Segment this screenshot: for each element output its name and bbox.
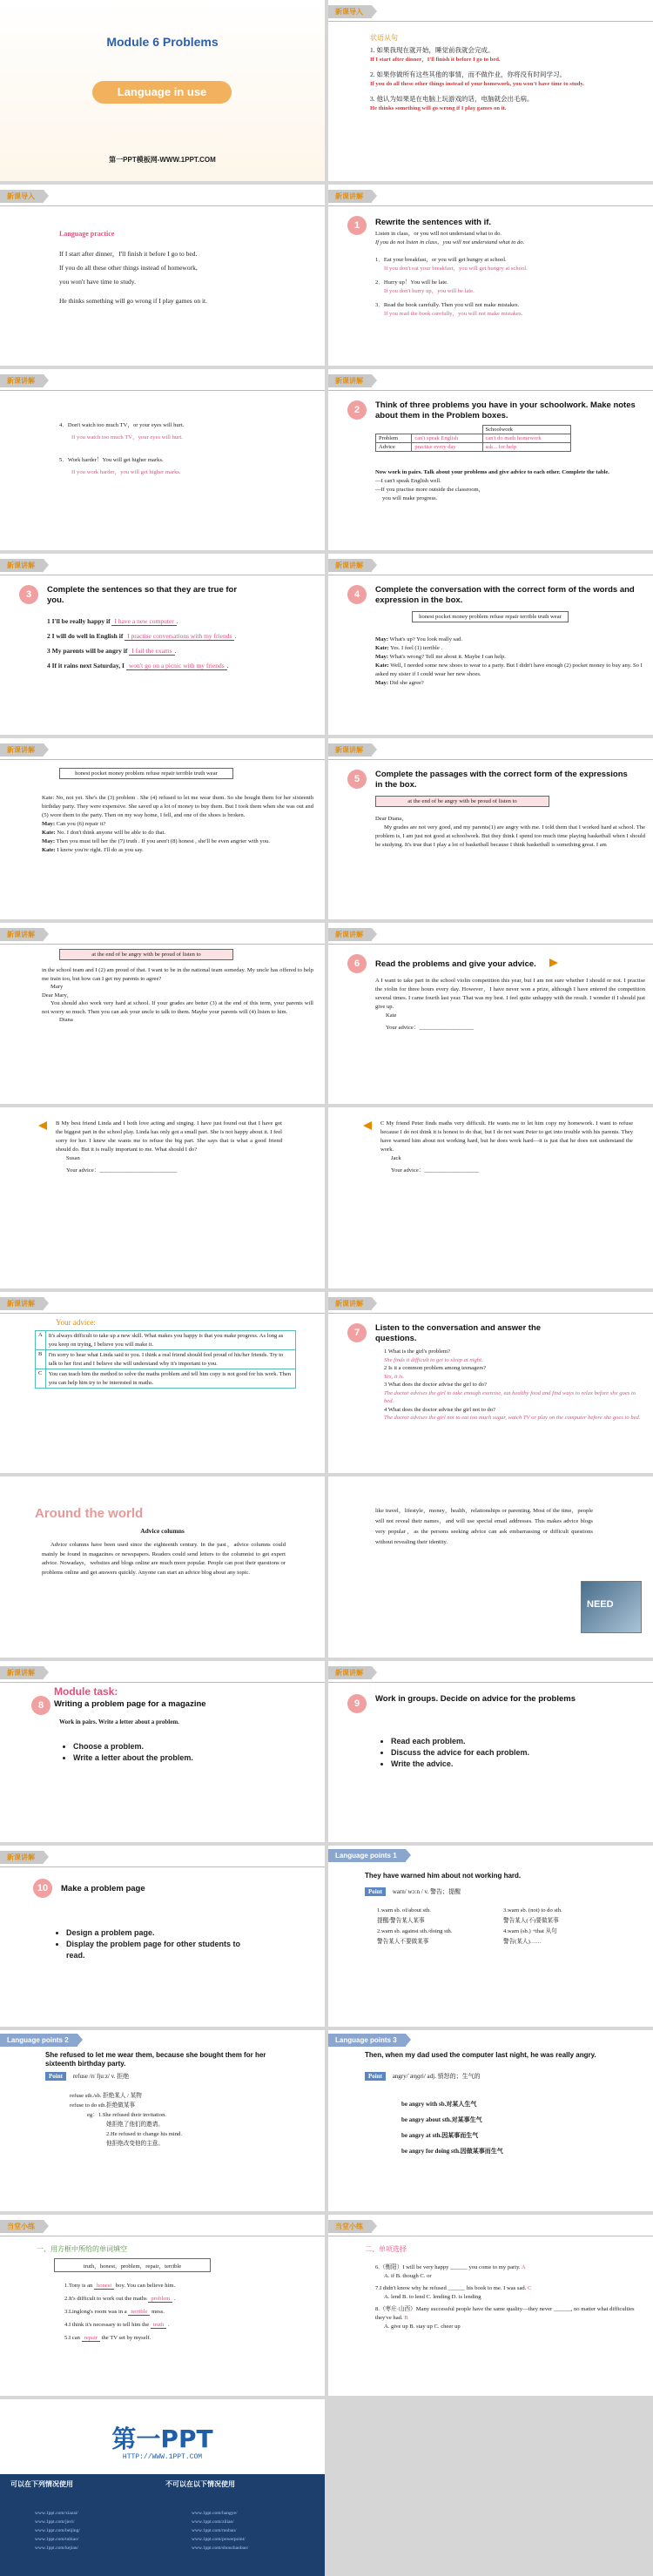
lp-title: She refused to let me wear them, because she bought them for her sixteenth birthday party.: [45, 2051, 266, 2068]
exercise-heading: Make a problem page: [61, 1884, 145, 1893]
link[interactable]: www.1ppt.com/shouchaobao/: [192, 2546, 249, 2551]
link[interactable]: www.1ppt.com/beijing/: [35, 2528, 80, 2533]
problem-text: B My best friend Linda and I both love acting and singing. I have just found out that I have got the biggest part in the school play. Linda has only got a small part. She is not happy about it. I feel sorry for her. I knew she wants me to refuse the big part. She says that is what a good friend should do. But it is really important to me. What should I do?: [56, 1120, 282, 1153]
exercise-number: 9: [347, 1694, 367, 1713]
section-tag: 新课导入: [328, 5, 372, 18]
lp-line: 他拒绝改变他的主意。: [106, 2141, 164, 2147]
advice-line[interactable]: Your advice：___________________________: [66, 1167, 178, 1174]
section-tag: Language points 2: [0, 2034, 77, 2047]
slide-ex5-cont: [0, 923, 325, 1104]
task-bullet: • Design a problem page.: [66, 1927, 246, 1939]
link[interactable]: www.1ppt.com/moban/: [192, 2528, 237, 2533]
slide-ex2: [328, 369, 653, 550]
point-label: Point: [365, 1887, 386, 1896]
pointer-icon: [38, 1121, 47, 1130]
slide-ex5: [328, 738, 653, 919]
slide-lp1: [328, 1846, 653, 2027]
dialog-line: Kate: Yes. I feel (1) terrible .: [375, 645, 443, 651]
exercise-number: 10: [33, 1879, 52, 1898]
pointer-icon: [363, 1121, 372, 1130]
question: 4．Don't watch too much TV，or your eyes will hurt.: [59, 422, 185, 428]
exercise-number: 1: [347, 216, 367, 235]
intro-item: 3. 他认为如果是在电脑上玩游戏的话，电脑就会出毛病。 He thinks something will go wrong if I play games on it.: [370, 95, 534, 111]
dialog-line: May: Then you must tell her the (7) truth . If you aren't (8) honest , she'll be even angrier with you.: [42, 838, 270, 844]
point-text: angry/ˈæŋɡri/ adj. 愤怒的；生气的: [392, 2073, 481, 2080]
answer: The doctor advises the girl to take enough exercise, eat healthy food and find ways to relax before she goes to bed.: [384, 1389, 636, 1404]
section-tag: 新课讲解: [0, 559, 44, 572]
section-tag: 当堂小练: [328, 2220, 372, 2233]
grid-cell: 2.warn sb. against sth./doing sth.: [377, 1928, 453, 1934]
salutation: Dear Mary，: [42, 992, 73, 999]
section-tag: Language points 3: [328, 2034, 406, 2047]
practice-line: you won't have time to study.: [59, 278, 136, 286]
answer: If you watch too much TV，your eyes will hurt.: [71, 434, 183, 441]
lp-line: be angry about sth.对某事生气: [401, 2116, 482, 2123]
pointer-icon: [549, 958, 558, 967]
example-text: Listen in class，or you will not understand what to do.: [375, 231, 502, 237]
signature: Diana: [59, 1017, 73, 1023]
problem-text: C My friend Peter finds maths very difficult. He wants me to let him copy my homework. I want to refuse because I do not think it is honest to do that, but I do not want Peter to get into trouble with his parents. They have warned him about not working hard, but he does work hard—it is just that he does not understand the work.: [380, 1120, 633, 1153]
link[interactable]: www.1ppt.com/ziliao/: [192, 2519, 234, 2525]
signature: Kate: [386, 1012, 397, 1019]
dialog-line: Kate: No. I don't think anyone will be able to do that.: [42, 830, 166, 836]
lp-line: eg：1.She refused their invitation.: [87, 2112, 167, 2118]
advice-line[interactable]: Your advice：___________________: [391, 1167, 479, 1174]
practice-line: He thinks something will go wrong if I play games on it.: [59, 297, 207, 305]
link[interactable]: www.1ppt.com/powerpoint/: [192, 2537, 246, 2542]
practice-title: Language practice: [59, 230, 115, 238]
brand-text: 第一PPT模板网-WWW.1PPT.COM: [109, 156, 216, 164]
section-tag: 新课讲解: [0, 1851, 44, 1864]
section-tag: 新课讲解: [0, 1666, 44, 1679]
question: 2 Is it a common problem among teenagers?: [384, 1365, 487, 1371]
exercise-number: 8: [31, 1696, 50, 1715]
link[interactable]: www.1ppt.com/xiazai/: [35, 2511, 78, 2516]
section-title: Around the world: [35, 1506, 144, 1521]
exercise-number: 2: [347, 400, 367, 420]
point-label: Point: [365, 2072, 386, 2081]
task-bullet: • Read each problem.: [391, 1736, 529, 1747]
practice-heading: 二、单项选择: [365, 2245, 407, 2253]
section-tag: 新课讲解: [0, 743, 44, 757]
point-text: warn/ wɔːn / v. 警告；提醒: [392, 1888, 461, 1895]
intro-item: 1. 如果我现在就开始，睡觉前我就会完成。 If I start after dinner，I'll finish it before I go to bed.: [370, 46, 501, 63]
lp-line: be angry for doing sth.因做某事而生气: [401, 2148, 503, 2155]
dialog-line: May: What's wrong? Tell me about it. Maybe I can help.: [375, 654, 506, 660]
dialog-line: Kate: I know you're right. I'll do as you say.: [42, 847, 144, 853]
subtitle: Language in use: [117, 85, 207, 98]
task-bullet: • Discuss the advice for each problem.: [391, 1747, 529, 1759]
slide-practice-1: [0, 2215, 325, 2396]
point-row: [365, 2072, 481, 2081]
fill-item: 5.I can repair the TV set by myself.: [64, 2335, 151, 2341]
image-label: NEED: [587, 1599, 614, 1610]
section-tag: 新课讲解: [0, 1297, 44, 1310]
advice-title: Your advice:: [56, 1318, 96, 1327]
lp-title: They have warned him about not working hard.: [365, 1872, 522, 1880]
section-tag: 新课讲解: [328, 743, 372, 757]
paragraph: Advice columns have been used since the eighteenth century. In the past，advice columns could mainly be found in magazines or newspapers. Readers could send letters to the columnist to get expert advice. Nowadays，websites and blogs online are much more popular. People can post their questions or problems online and get answers quickly. Anyone can start an advice blog about any topic.: [42, 1542, 286, 1576]
word-box: at the end of be angry with be proud of listen to: [59, 949, 233, 960]
slide-practice-2: [328, 2215, 653, 2396]
end-url: HTTP://WWW.1PPT.COM: [122, 2453, 203, 2461]
question: 1 What is the girl's problem?: [384, 1349, 450, 1355]
advice-table: A It's always difficult to take up a new skill. What makes you happy is that you make progress. As long as you keep on trying, I believe you will make it. B I'm sorry to hear what Linda said to you. I think a real friend should feel proud of his/her friends. Try to talk to her first and I believe she will understand why it's important to you. C You can teach him the method to solve the maths problem and tell him copy is not good for his work. Then you can help him try to be interested in maths.: [35, 1330, 296, 1389]
grid-cell: 4.warn (sb.) +that 从句: [503, 1928, 557, 1934]
answer: If you don't eat your breakfast，you will get hungry at school.: [384, 266, 528, 272]
paragraph: Kate: No, not yet. She's the (3) problem . She (4) refused to let me wear them. So she bought them for her sixteenth birthday party. They were expensive. She saved up a lot of money to buy them. But I took them when she was out and (5) wore them to the party. Then on my way home, I fell, and one of the shoes is broken.: [42, 795, 313, 818]
mc-item: 7.I didn't know why he refused ______ his book to me. I was sad. C A. lend B. to lend C. lending D. is lending: [375, 2285, 532, 2300]
exercise-number: 7: [347, 1323, 367, 1342]
dialog-line: —If you practise more outside the classroom，: [375, 487, 485, 493]
lp-line: 2.He refused to change his mind.: [106, 2131, 182, 2137]
exercise-heading: Listen to the conversation and answer the questions.: [375, 1323, 542, 1343]
slide-task-9: [328, 1661, 653, 1842]
practice-line: If you do all these other things instead of homework,: [59, 264, 198, 272]
practice-heading: 一、用方框中所给的单词填空: [37, 2245, 127, 2253]
lp-line: refuse to do sth.拒绝做某事: [70, 2102, 136, 2109]
lp-line: be angry at sth.因某事而生气: [401, 2132, 479, 2139]
left-title: 可以在下列情况使用: [10, 2480, 73, 2488]
section-tag: 新课导入: [0, 190, 44, 203]
task-bullet: • Choose a problem.: [73, 1741, 193, 1752]
question: 4 What does the doctor advise the girl not to do?: [384, 1406, 496, 1413]
practice-line: If I start after dinner，I'll finish it before I go to bed.: [59, 250, 198, 258]
sentence-item: 2 I will do well in English if I practise conversations with my friends .: [47, 632, 237, 640]
word-box: truth，honest，problem，repair，terrible: [54, 2258, 211, 2272]
slide-around-world: [0, 1476, 325, 1658]
dialog-line: Kate: Well, I needed some new shoes to wear to a party. But I didn't have enough (2) pocket money to buy any. So I asked my sister if I could wear her new shoes.: [375, 662, 643, 677]
slide-lp2: [0, 2030, 325, 2211]
section-tag: 新课讲解: [328, 928, 372, 941]
signature: Susan: [66, 1155, 80, 1161]
task-title: Module task:: [54, 1685, 118, 1698]
section-tag: 新课讲解: [0, 928, 44, 941]
word-box: honest pocket money problem refuse repair terrible truth wear: [59, 768, 233, 779]
dialog-line: you will make progress.: [382, 495, 438, 501]
exercise-heading: Complete the passages with the correct form of the expressions in the box.: [375, 770, 628, 790]
exercise-number: 3: [19, 585, 38, 604]
section-tag: 新课讲解: [328, 190, 372, 203]
paragraph: in the school team and I (2) am proud of that. I want to be in the national team someday. My uncle has offered to help me train too, but how can I get my parents to agree?: [42, 967, 313, 982]
dialog-line: May: Did she agree?: [375, 680, 424, 686]
slide-ex4-cont: [0, 738, 325, 919]
exercise-number: 6: [347, 954, 367, 973]
end-footer: [0, 2474, 325, 2576]
question: 1．Eat your breakfast，or you will get hungry at school.: [375, 257, 507, 263]
word-box: honest pocket money problem refuse repair terrible truth wear: [412, 611, 569, 622]
grid-cell: 提醒/警告某人某事: [377, 1918, 425, 1924]
exercise-number: 5: [347, 770, 367, 789]
section-tag: 新课讲解: [328, 374, 372, 387]
right-title: 不可以在以下情况使用: [165, 2480, 235, 2488]
slide-intro-1: [328, 0, 653, 181]
paragraph: like travel，lifestyle，money，health，relationships or parenting. Most of the time，people will not reveal their names，and will use special email addresses. This makes advice blogs very popular，as the persons seeking advice can ask embarrassing or difficult questions without revealing their identity.: [375, 1508, 593, 1545]
sentence-item: 3 My parents will be angry if I fail the exams .: [47, 647, 177, 655]
slide-end: [0, 2399, 325, 2576]
section-heading: 状语从句: [370, 34, 398, 42]
subtitle-pill: [92, 81, 232, 104]
slide-title: [0, 0, 325, 181]
question: 2．Hurry up！You will be late.: [375, 279, 448, 286]
grid-cell: 警告(某人)……: [503, 1939, 542, 1945]
grid-cell: 1.warn sb. of/about sth.: [377, 1907, 431, 1914]
slide-task-10: [0, 1846, 325, 2027]
question: 3．Read the book carefully. Then you will not make mistakes.: [375, 302, 520, 308]
slide-around-world-cont: [328, 1476, 653, 1658]
fill-item: 1.Tony is an honest boy. You can believe him.: [64, 2283, 176, 2289]
lp-title: Then, when my dad used the computer last night, he was really angry.: [365, 2051, 596, 2059]
section-tag: Language points 1: [328, 1849, 406, 1862]
module-title: Module 6 Problems: [106, 35, 219, 49]
section-tag: 新课讲解: [328, 1297, 372, 1310]
answer: The doctor advises the girl not to eat too much sugar, watch TV or play on the computer before she goes to bed.: [384, 1415, 641, 1421]
fill-item: 2.It's difficult to work out the maths problem .: [64, 2296, 176, 2302]
section-subtitle: Advice columns: [140, 1527, 185, 1535]
grid-cell: 警告某人(不)要做某事: [503, 1918, 559, 1924]
word-box: at the end of be angry with be proud of listen to: [375, 796, 549, 807]
paragraph: My grades are not very good, and my parents(1) are angry with me. I told them that I worked hard at school. The problem is, I am just not good at schoolwork. But they think I spend too much time playing basketball when I should be studying. It's true that I play a lot of basketball because I think basketball is something great. I am: [375, 824, 645, 848]
point-row: [365, 1887, 461, 1896]
task-sub: Work in pairs. Write a letter about a problem.: [59, 1718, 179, 1725]
link[interactable]: www.1ppt.com/hangye/: [192, 2511, 238, 2516]
signature: Mary: [50, 984, 64, 990]
task-bullet: • Write the advice.: [391, 1759, 529, 1770]
grid-cell: 警告某人不要做某事: [377, 1939, 429, 1945]
lp-line: refuse sth./sb. 拒绝某人 / 某物: [70, 2093, 142, 2099]
lp-line: 她拒绝了他们的邀请。: [106, 2122, 164, 2128]
point-label: Point: [45, 2072, 66, 2081]
answer: If you read the book carefully，you will not make mistakes.: [384, 311, 523, 317]
exercise-heading: Complete the conversation with the correct form of the words and expression in the box.: [375, 585, 635, 605]
link[interactable]: www.1ppt.com/jieri/: [35, 2519, 75, 2525]
task-bullet: • Display the problem page for other students to read.: [66, 1939, 246, 1961]
slide-ex1-cont: [0, 369, 325, 550]
exercise-heading: Complete the sentences so that they are true for you.: [47, 585, 238, 605]
exercise-heading: Rewrite the sentences with if.: [375, 218, 492, 227]
fill-item: 4.I think it's necessary to tell him the truth .: [64, 2322, 170, 2328]
grid-cell: 3.warn sb. (not) to do sth.: [503, 1907, 562, 1914]
example-text: If you do not listen in class，you will not understand what to do.: [375, 239, 525, 245]
laptop-image: [581, 1581, 642, 1633]
sentence-item: 4 If it rains next Saturday, I won't go on a picnic with my friends .: [47, 662, 229, 669]
answer: Yes, it is.: [384, 1373, 405, 1380]
end-logo: 第一PPT: [111, 2425, 213, 2453]
slide-ex6: [328, 923, 653, 1104]
link[interactable]: www.1ppt.com/kejian/: [35, 2546, 79, 2551]
question: 5．Work harder！You will get higher marks.: [59, 457, 164, 463]
slide-lp3: [328, 2030, 653, 2211]
intro-item: 2. 如果你做所有这些其他的事情，而不做作业，你将没有时间学习。 If you do all these other things instead of your homework, you won't have time to study.: [370, 71, 584, 87]
slide-intro-2: [0, 185, 325, 366]
section-tag: 新课讲解: [328, 559, 372, 572]
point-row: [45, 2072, 129, 2081]
dialog-line: —I can't speak English well.: [375, 478, 441, 484]
mc-item: 8.（枣庄·山西）Many successful people have the same quality—they never ______, no matter what difficulties they've had. B A. give up B. stay up C. cheer up: [375, 2306, 635, 2330]
paragraph: You should also work very hard at school. If your grades are better (3) at the end of this term, your parents will not worry so much. Then you can ask your uncle to talk to them. Maybe your parents will (4) listen to him.: [42, 1000, 313, 1015]
sentence-item: 1 I'll be really happy if I have a new computer .: [47, 617, 178, 625]
slide-ex7: [328, 1292, 653, 1473]
point-text: refuse /rɪˈfjuːz/ v. 拒绝: [72, 2073, 130, 2080]
slide-problem-b: [0, 1107, 325, 1288]
lp-line: be angry with sb.对某人生气: [401, 2101, 477, 2108]
mc-item: 6.（衡阳）I will be very happy ______ you come to my party. A A. if B. though C. or: [375, 2264, 526, 2279]
exercise-heading: Read the problems and give your advice.: [375, 959, 536, 969]
answer: If you don't hurry up，you will be late.: [384, 288, 475, 294]
exercise-number: 4: [347, 585, 367, 604]
question: 3 What does the doctor advise the girl to do?: [384, 1382, 487, 1388]
answer: If you work harder，you will get higher marks.: [71, 469, 181, 475]
dialog-line: May: Can you (6) repair it?: [42, 821, 106, 827]
slide-task-8: [0, 1661, 325, 1842]
link[interactable]: www.1ppt.com/tubiao/: [35, 2537, 79, 2542]
section-tag: 当堂小练: [0, 2220, 44, 2233]
exercise-heading: Writing a problem page for a magazine: [54, 1699, 206, 1709]
section-tag: 新课讲解: [328, 1666, 372, 1679]
advice-line[interactable]: Your advice：___________________: [386, 1025, 474, 1031]
task-bullet: • Write a letter about the problem.: [73, 1752, 193, 1764]
answer: She finds it difficult to get to sleep at night.: [384, 1356, 483, 1363]
slide-ex4: [328, 554, 653, 735]
slide-problem-c: [328, 1107, 653, 1288]
instructions: Now work in pairs. Talk about your problems and give advice to each other. Complete the table.: [375, 469, 609, 475]
slide-ex3: [0, 554, 325, 735]
problem-text: A I want to take part in the school violin competition this year, but I am not sure whether I should or not. I practise the violin for three hours every day. However，I have never won a prize, although I have entered the competition several times. I came fourth last year. That was my best. I feel quite unhappy with the result. I wonder if I should just give up.: [375, 978, 645, 1010]
section-tag: 新课讲解: [0, 374, 44, 387]
slide-advice: [0, 1292, 325, 1473]
dialog-line: May: What's up? You look really sad.: [375, 636, 462, 642]
fill-item: 3.Linglong's room was in a terrible mess.: [64, 2309, 165, 2315]
slide-ex1: [328, 185, 653, 366]
exercise-heading: Think of three problems you have in your schoolwork. Make notes about them in the Problem boxes.: [375, 400, 636, 420]
salutation: Dear Diana，: [375, 816, 407, 822]
exercise-heading: Work in groups. Decide on advice for the problems: [375, 1694, 576, 1704]
problem-table: Schoolwork Problem can't speak English can't do math homework Advice practise every day ask... for help: [375, 425, 571, 452]
signature: Jack: [391, 1155, 401, 1161]
